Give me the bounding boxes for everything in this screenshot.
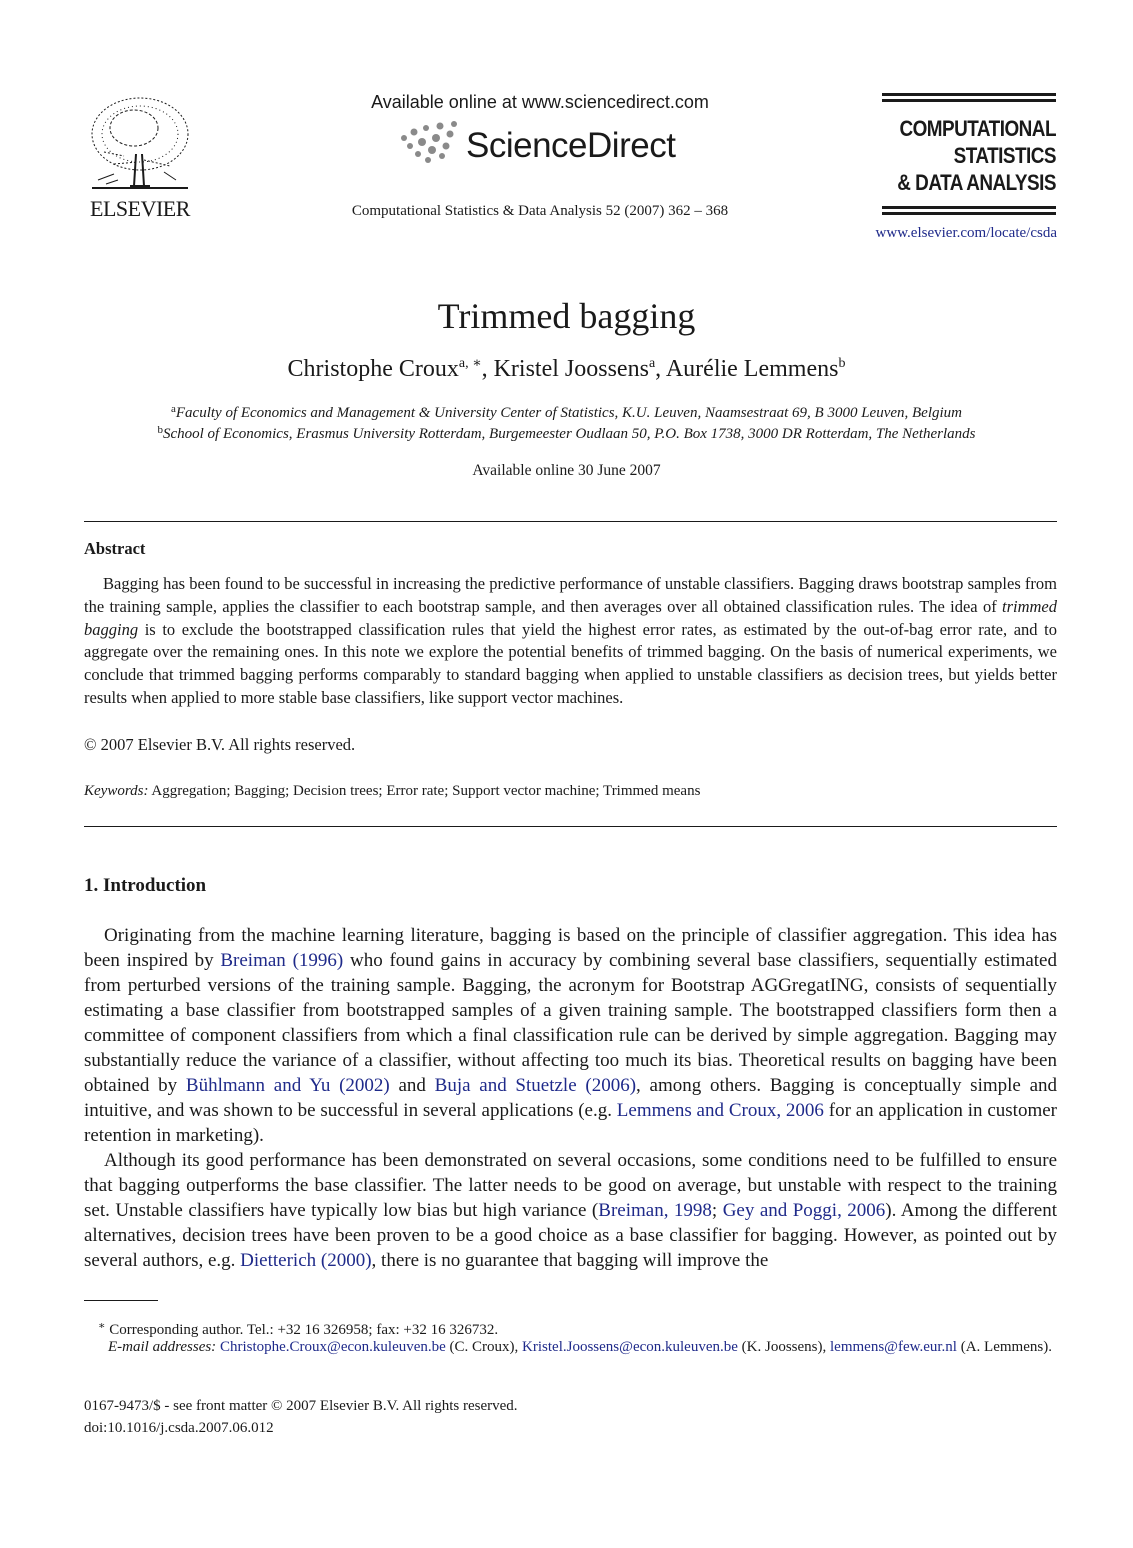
available-online-date: Available online 30 June 2007 (472, 462, 661, 479)
masthead-rules-top (882, 93, 1056, 105)
author-affiliation-mark[interactable]: a (648, 356, 656, 371)
author-separator: , (481, 356, 494, 382)
citation-link[interactable]: Gey and Poggi, 2006 (722, 1200, 886, 1221)
affiliation-mark: b (157, 424, 163, 436)
body-text: ). Among the different alternatives, decision trees have been proven to be a good choice as a base classifier for bagging. However, as pointed out by several authors, e.g. (84, 1200, 1058, 1271)
affiliation-text: Faculty of Economics and Management & University Center of Statistics, K.U. Leuven, Naamsestraat 69, B 3000 Leuven, Belgium (175, 405, 963, 421)
footnote-text: Corresponding author. Tel.: +32 16 326958; fax: +32 16 326732. (105, 1322, 499, 1338)
author-list (0, 355, 1133, 383)
email-link[interactable]: Christophe.Croux@econ.kuleuven.be (219, 1339, 446, 1355)
abstract-copyright: © 2007 Elsevier B.V. All rights reserved. (84, 735, 356, 754)
journal-masthead-line: COMPUTATIONAL (899, 116, 1056, 141)
author-name: Kristel Joossens (493, 356, 649, 382)
body-text: for an application in customer retention in marketing). (84, 1100, 1057, 1146)
body-text: who found gains in accuracy by combining several base classifiers, sequentially estimated from perturbed versions of the training sample. Bagging, the acronym for Bootstrap AGGregatING, consists of sequentially estimating a base classifier from bootstrapped samples of a given training sample. The bootstrapped classifiers form then a committee of component classifiers from which a final classification rule can be derived by simple aggregation. Bagging may substantially reduce the variance of a classifier, without affecting too much its bias. Theoretical results on bagging have been obtained by (84, 950, 1057, 1096)
email-owner: (C. Croux), (445, 1339, 523, 1355)
email-link[interactable]: lemmens@few.eur.nl (830, 1339, 957, 1355)
abstract-text: is to exclude the bootstrapped classification rules that yield the highest error rates, as estimated by the out-of-bag error rate, and to aggregate over the remaining ones. In this note we explore the potential benefits of trimmed bagging. On the basis of numerical experiments, we conclude that trimmed bagging performs comparably to standard bagging when applied to unstable classifiers as decision trees, but yields better results when applied to more stable base classifiers, like support vector machines. (84, 619, 1057, 707)
publisher-wordmark: ELSEVIER (90, 196, 190, 221)
divider (84, 521, 1057, 522)
abstract-emphasis: trimmed bagging (84, 596, 1057, 639)
author-name: Aurélie Lemmens (665, 356, 839, 382)
section-heading: 1. Introduction (84, 875, 207, 896)
journal-masthead-line: STATISTICS (953, 143, 1056, 168)
body-text: , among others. Bagging is conceptually simple and intuitive, and was shown to be successful in several applications (e.g. (84, 1075, 1058, 1121)
author-name: Christophe Croux (287, 356, 459, 382)
article-title: Trimmed bagging (437, 296, 696, 336)
intro-paragraph-1 (84, 923, 1057, 1148)
footnote-mark: ∗ (98, 1320, 106, 1332)
keywords-list: Aggregation; Bagging; Decision trees; Error rate; Support vector machine; Trimmed means (148, 783, 701, 799)
abstract-body (84, 573, 1057, 710)
masthead-rules-bottom (882, 206, 1056, 218)
abstract-heading: Abstract (84, 539, 146, 558)
citation-link[interactable]: Breiman, 1998 (598, 1200, 712, 1221)
available-online-banner[interactable]: Available online at www.sciencedirect.com (371, 92, 709, 112)
keywords-label: Keywords: (84, 783, 149, 799)
citation-link[interactable]: Breiman (1996) (220, 950, 344, 971)
author-affiliation-mark[interactable]: a, ∗ (458, 356, 482, 371)
email-link[interactable]: Kristel.Joossens@econ.kuleuven.be (522, 1339, 738, 1355)
affiliation-a (0, 403, 1133, 422)
email-addresses-note (84, 1337, 1057, 1358)
journal-masthead (879, 115, 1056, 196)
email-owner: (A. Lemmens). (956, 1339, 1052, 1355)
body-text: Originating from the machine learning literature, bagging is based on the principle of classifier aggregation. This idea has been inspired by (84, 925, 1057, 971)
affiliation-text: School of Economics, Erasmus University Rotterdam, Burgemeester Oudlaan 50, P.O. Box 1738, 3000 DR Rotterdam, The Netherlands (162, 426, 976, 442)
citation-link[interactable]: Lemmens and Croux, 2006 (616, 1100, 824, 1121)
front-matter (84, 1395, 518, 1439)
divider (84, 826, 1057, 827)
issn-line: 0167-9473/$ - see front matter © 2007 Elsevier B.V. All rights reserved. (84, 1398, 518, 1414)
citation-link[interactable]: Buja and Stuetzle (2006) (434, 1075, 637, 1096)
journal-url-link[interactable]: www.elsevier.com/locate/csda (875, 225, 1057, 241)
author-affiliation-mark[interactable]: b (838, 356, 846, 371)
email-owner: (K. Joossens), (737, 1339, 830, 1355)
author-separator: , (655, 356, 666, 382)
sciencedirect-wordmark: ScienceDirect (466, 126, 676, 165)
journal-masthead-line: & DATA ANALYSIS (897, 170, 1056, 195)
email-label: E-mail addresses: (108, 1339, 217, 1355)
body-text: Although its good performance has been demonstrated on several occasions, some conditions need to be fulfilled to ensure that bagging outperforms the base classifier. The latter needs to be good on average, but unstable with respect to the training set. Unstable classifiers have typically low bias but high variance ( (84, 1150, 1057, 1221)
keywords (84, 783, 1057, 800)
citation-link[interactable]: Bühlmann and Yu (2002) (185, 1075, 390, 1096)
doi-line[interactable]: doi:10.1016/j.csda.2007.06.012 (84, 1420, 274, 1436)
citation-link[interactable]: Dietterich (2000) (240, 1250, 372, 1271)
body-text: , there is no guarantee that bagging will improve the (371, 1250, 769, 1271)
footnote-rule (84, 1300, 158, 1301)
intro-paragraph-2 (84, 1148, 1057, 1273)
affiliation-b (0, 424, 1133, 443)
affiliation-mark: a (170, 403, 176, 415)
body-text: ; (711, 1200, 723, 1221)
body-text: and (389, 1075, 435, 1096)
abstract-text: Bagging has been found to be successful in increasing the predictive performance of unstable classifiers. Bagging draws bootstrap samples from the training sample, applies the classifier to each bootstrap sample, and then averages over all obtained classification rules. The idea of (84, 574, 1057, 616)
journal-citation: Computational Statistics & Data Analysis 52 (2007) 362 – 368 (351, 203, 729, 219)
